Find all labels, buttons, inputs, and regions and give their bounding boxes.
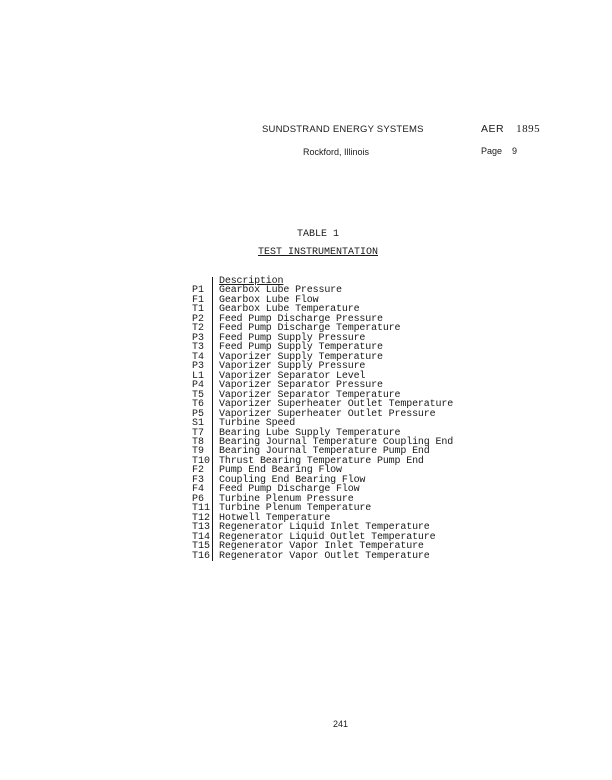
instrument-description: Thrust Bearing Temperature Pump End <box>219 455 424 467</box>
instrument-symbol: P4 <box>192 380 205 392</box>
column-divider <box>212 391 213 400</box>
instrument-description: Regenerator Vapor Outlet Temperature <box>219 550 430 562</box>
instrument-description: Feed Pump Supply Pressure <box>219 332 366 344</box>
instrument-description: Pump End Bearing Flow <box>219 465 342 477</box>
column-divider <box>212 457 213 466</box>
column-divider <box>212 334 213 343</box>
instrument-description: Regenerator Liquid Outlet Temperature <box>219 531 436 543</box>
document-prefix: AER <box>481 123 505 135</box>
column-divider <box>212 277 213 286</box>
instrument-symbol: P1 <box>192 285 205 297</box>
instrument-symbol: T8 <box>192 436 205 448</box>
instrument-symbol: T16 <box>192 550 211 562</box>
table-title: TEST INSTRUMENTATION <box>257 247 379 258</box>
column-divider <box>212 343 213 352</box>
instrument-symbol: T5 <box>192 389 205 401</box>
table-body <box>192 286 453 561</box>
instrument-symbol: F3 <box>192 474 205 486</box>
column-divider <box>212 552 213 561</box>
column-divider <box>212 476 213 485</box>
instrument-symbol: P2 <box>192 313 205 325</box>
instrument-description: Vaporizer Supply Pressure <box>219 361 366 373</box>
column-divider <box>212 419 213 428</box>
column-divider <box>212 504 213 513</box>
instrument-description: Feed Pump Discharge Flow <box>219 484 360 496</box>
instrument-symbol: T2 <box>192 323 205 335</box>
page-label: Page <box>481 146 503 156</box>
instrument-description: Gearbox Lube Pressure <box>219 285 342 297</box>
header-page-number: 9 <box>512 146 518 156</box>
instrument-description: Regenerator Liquid Inlet Temperature <box>219 522 430 534</box>
column-divider <box>212 429 213 438</box>
instrument-symbol: T1 <box>192 304 205 316</box>
instrument-symbol: P5 <box>192 408 205 420</box>
instrument-description: Regenerator Vapor Inlet Temperature <box>219 541 424 553</box>
instrument-symbol: T15 <box>192 541 211 553</box>
instrument-description: Bearing Lube Supply Temperature <box>219 427 401 439</box>
company-name: SUNDSTRAND ENERGY SYSTEMS <box>262 124 424 135</box>
column-divider <box>212 296 213 305</box>
instrument-symbol: T11 <box>192 503 211 515</box>
column-divider <box>212 514 213 523</box>
column-divider <box>212 447 213 456</box>
column-divider <box>212 286 213 295</box>
document-number: 1895 <box>516 123 541 135</box>
instrument-symbol: P3 <box>192 332 205 344</box>
column-divider <box>212 533 213 542</box>
instrument-description: Vaporizer Separator Temperature <box>219 389 401 401</box>
column-divider <box>212 410 213 419</box>
instrumentation-table <box>192 277 453 561</box>
instrument-symbol: T13 <box>192 522 211 534</box>
column-divider <box>212 400 213 409</box>
column-divider <box>212 381 213 390</box>
instrument-description: Feed Pump Supply Temperature <box>219 342 383 354</box>
instrument-description: Turbine Plenum Pressure <box>219 493 354 505</box>
instrument-description: Bearing Journal Temperature Pump End <box>219 446 430 458</box>
instrument-symbol: L1 <box>192 370 205 382</box>
instrument-symbol: F4 <box>192 484 205 496</box>
instrument-description: Vaporizer Supply Temperature <box>219 351 383 363</box>
column-divider <box>212 523 213 532</box>
instrument-symbol: S1 <box>192 418 205 430</box>
instrument-symbol: T9 <box>192 446 205 458</box>
table-number: TABLE 1 <box>296 229 339 240</box>
column-header-description: Description <box>219 276 284 287</box>
column-divider <box>212 372 213 381</box>
instrument-symbol: T10 <box>192 455 211 467</box>
instrument-description: Vaporizer Superheater Outlet Temperature <box>219 399 454 411</box>
document-id <box>481 123 540 135</box>
instrument-description: Vaporizer Separator Pressure <box>219 380 383 392</box>
instrument-description: Vaporizer Superheater Outlet Pressure <box>219 408 436 420</box>
instrument-description: Turbine Plenum Temperature <box>219 503 372 515</box>
column-divider <box>212 362 213 371</box>
instrument-symbol: T3 <box>192 342 205 354</box>
footer-page-number: 241 <box>333 719 349 729</box>
header-page <box>481 146 517 156</box>
instrument-symbol: T14 <box>192 531 211 543</box>
column-divider <box>212 542 213 551</box>
instrument-description: Vaporizer Separator Level <box>219 370 366 382</box>
instrument-symbol: T4 <box>192 351 205 363</box>
instrument-description: Bearing Journal Temperature Coupling End <box>219 436 454 448</box>
company-location: Rockford, Illinois <box>303 147 370 157</box>
column-divider <box>212 305 213 314</box>
instrument-symbol: F2 <box>192 465 205 477</box>
column-divider <box>212 324 213 333</box>
column-divider <box>212 315 213 324</box>
instrument-description: Hotwell Temperature <box>219 512 331 524</box>
column-divider <box>212 353 213 362</box>
instrument-description: Feed Pump Discharge Temperature <box>219 323 401 335</box>
instrument-description: Coupling End Bearing Flow <box>219 474 366 486</box>
column-divider <box>212 485 213 494</box>
column-divider <box>212 438 213 447</box>
instrument-symbol: P3 <box>192 361 205 373</box>
instrument-description: Gearbox Lube Temperature <box>219 304 360 316</box>
instrument-description: Gearbox Lube Flow <box>219 294 319 306</box>
instrument-description: Turbine Speed <box>219 418 296 430</box>
instrument-symbol: T12 <box>192 512 211 524</box>
instrument-description: Feed Pump Discharge Pressure <box>219 313 383 325</box>
instrument-symbol: P6 <box>192 493 205 505</box>
instrument-symbol: F1 <box>192 294 205 306</box>
column-divider <box>212 466 213 475</box>
instrument-symbol: T7 <box>192 427 205 439</box>
instrument-symbol: T6 <box>192 399 205 411</box>
column-divider <box>212 495 213 504</box>
table-row <box>192 552 453 561</box>
